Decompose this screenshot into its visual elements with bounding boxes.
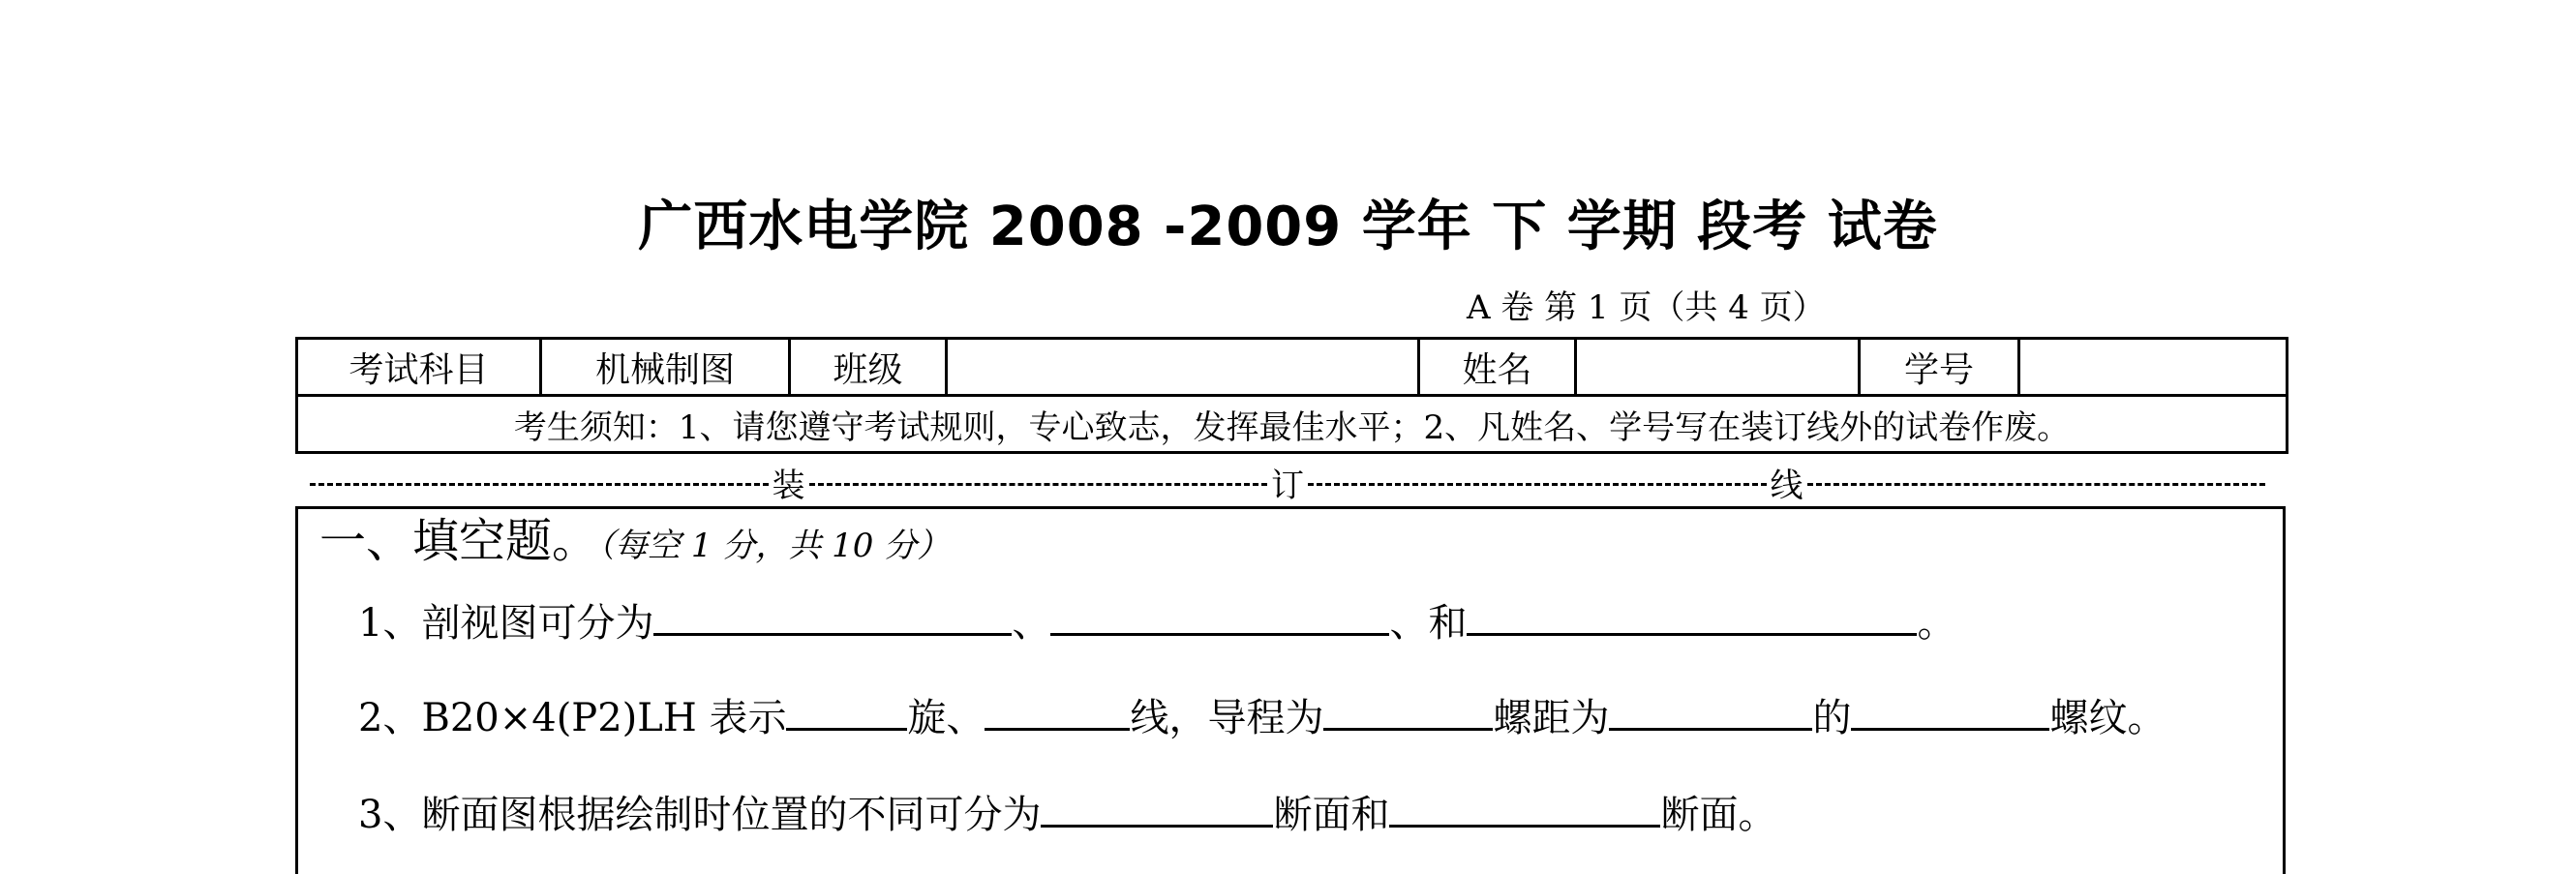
- q1-text: 、: [1012, 601, 1051, 646]
- exam-title: 广西水电学院 2008 -2009 学年 下 学期 段考 试卷: [638, 196, 1938, 258]
- exam-notice: 考生须知：1、请您遵守考试规则，专心致志，发挥最佳水平；2、凡姓名、学号写在装订线外的试卷作废。: [297, 396, 2288, 453]
- q2-text: 的: [1812, 696, 1852, 740]
- subject-label: 考试科目: [297, 339, 541, 396]
- student-id-label: 学号: [1860, 339, 2019, 396]
- info-row: [297, 339, 2288, 396]
- class-field[interactable]: [947, 339, 1419, 396]
- section-heading: [319, 511, 950, 576]
- binding-dash: [310, 483, 769, 486]
- notice-row: [297, 396, 2288, 453]
- question-3: [358, 786, 1776, 840]
- binding-char-ding: 订: [1271, 466, 1304, 505]
- binding-char-zhuang: 装: [772, 466, 805, 505]
- student-id-field[interactable]: [2019, 339, 2288, 396]
- q3-text: 断面和: [1273, 793, 1390, 837]
- question-1: [358, 594, 1955, 648]
- binding-line: [310, 463, 2265, 505]
- answer-blank[interactable]: [1050, 594, 1389, 636]
- q1-text: 、和: [1389, 601, 1468, 646]
- answer-blank[interactable]: [1851, 689, 2049, 731]
- answer-blank[interactable]: [1609, 689, 1812, 731]
- q3-text: 断面。: [1660, 793, 1777, 837]
- name-label: 姓名: [1419, 339, 1576, 396]
- class-label: 班级: [790, 339, 947, 396]
- q1-text: 1、剖视图可分为: [358, 601, 654, 646]
- q2-text: 旋、: [907, 696, 985, 740]
- q3-text: 3、断面图根据绘制时位置的不同可分为: [358, 793, 1042, 837]
- q2-text: 螺距为: [1493, 696, 1610, 740]
- binding-dash: [809, 483, 1268, 486]
- answer-blank[interactable]: [1323, 689, 1493, 731]
- subject-value: 机械制图: [541, 339, 790, 396]
- page-indicator: A 卷 第 1 页（共 4 页）: [1467, 288, 1826, 327]
- binding-dash: [1308, 483, 1767, 486]
- q2-text: 2、B20×4(P2)LH 表示: [358, 696, 787, 740]
- section-title: 一、填空题。: [319, 514, 599, 568]
- answer-blank[interactable]: [653, 594, 1012, 636]
- q2-text: 螺纹。: [2049, 696, 2167, 740]
- name-field[interactable]: [1576, 339, 1860, 396]
- binding-char-xian: 线: [1770, 466, 1803, 505]
- answer-blank[interactable]: [786, 689, 907, 731]
- answer-blank[interactable]: [1467, 594, 1917, 636]
- q1-text: 。: [1917, 601, 1956, 646]
- section-points: （每空 1 分，共 10 分）: [598, 527, 951, 565]
- answer-blank[interactable]: [985, 689, 1130, 731]
- exam-info-table: [295, 337, 2288, 454]
- binding-dash: [1807, 483, 2266, 486]
- q2-text: 线，导程为: [1130, 696, 1324, 740]
- answer-blank[interactable]: [1041, 786, 1273, 828]
- question-2: [358, 689, 2166, 743]
- answer-blank[interactable]: [1389, 786, 1660, 828]
- fill-in-section: [295, 506, 2286, 874]
